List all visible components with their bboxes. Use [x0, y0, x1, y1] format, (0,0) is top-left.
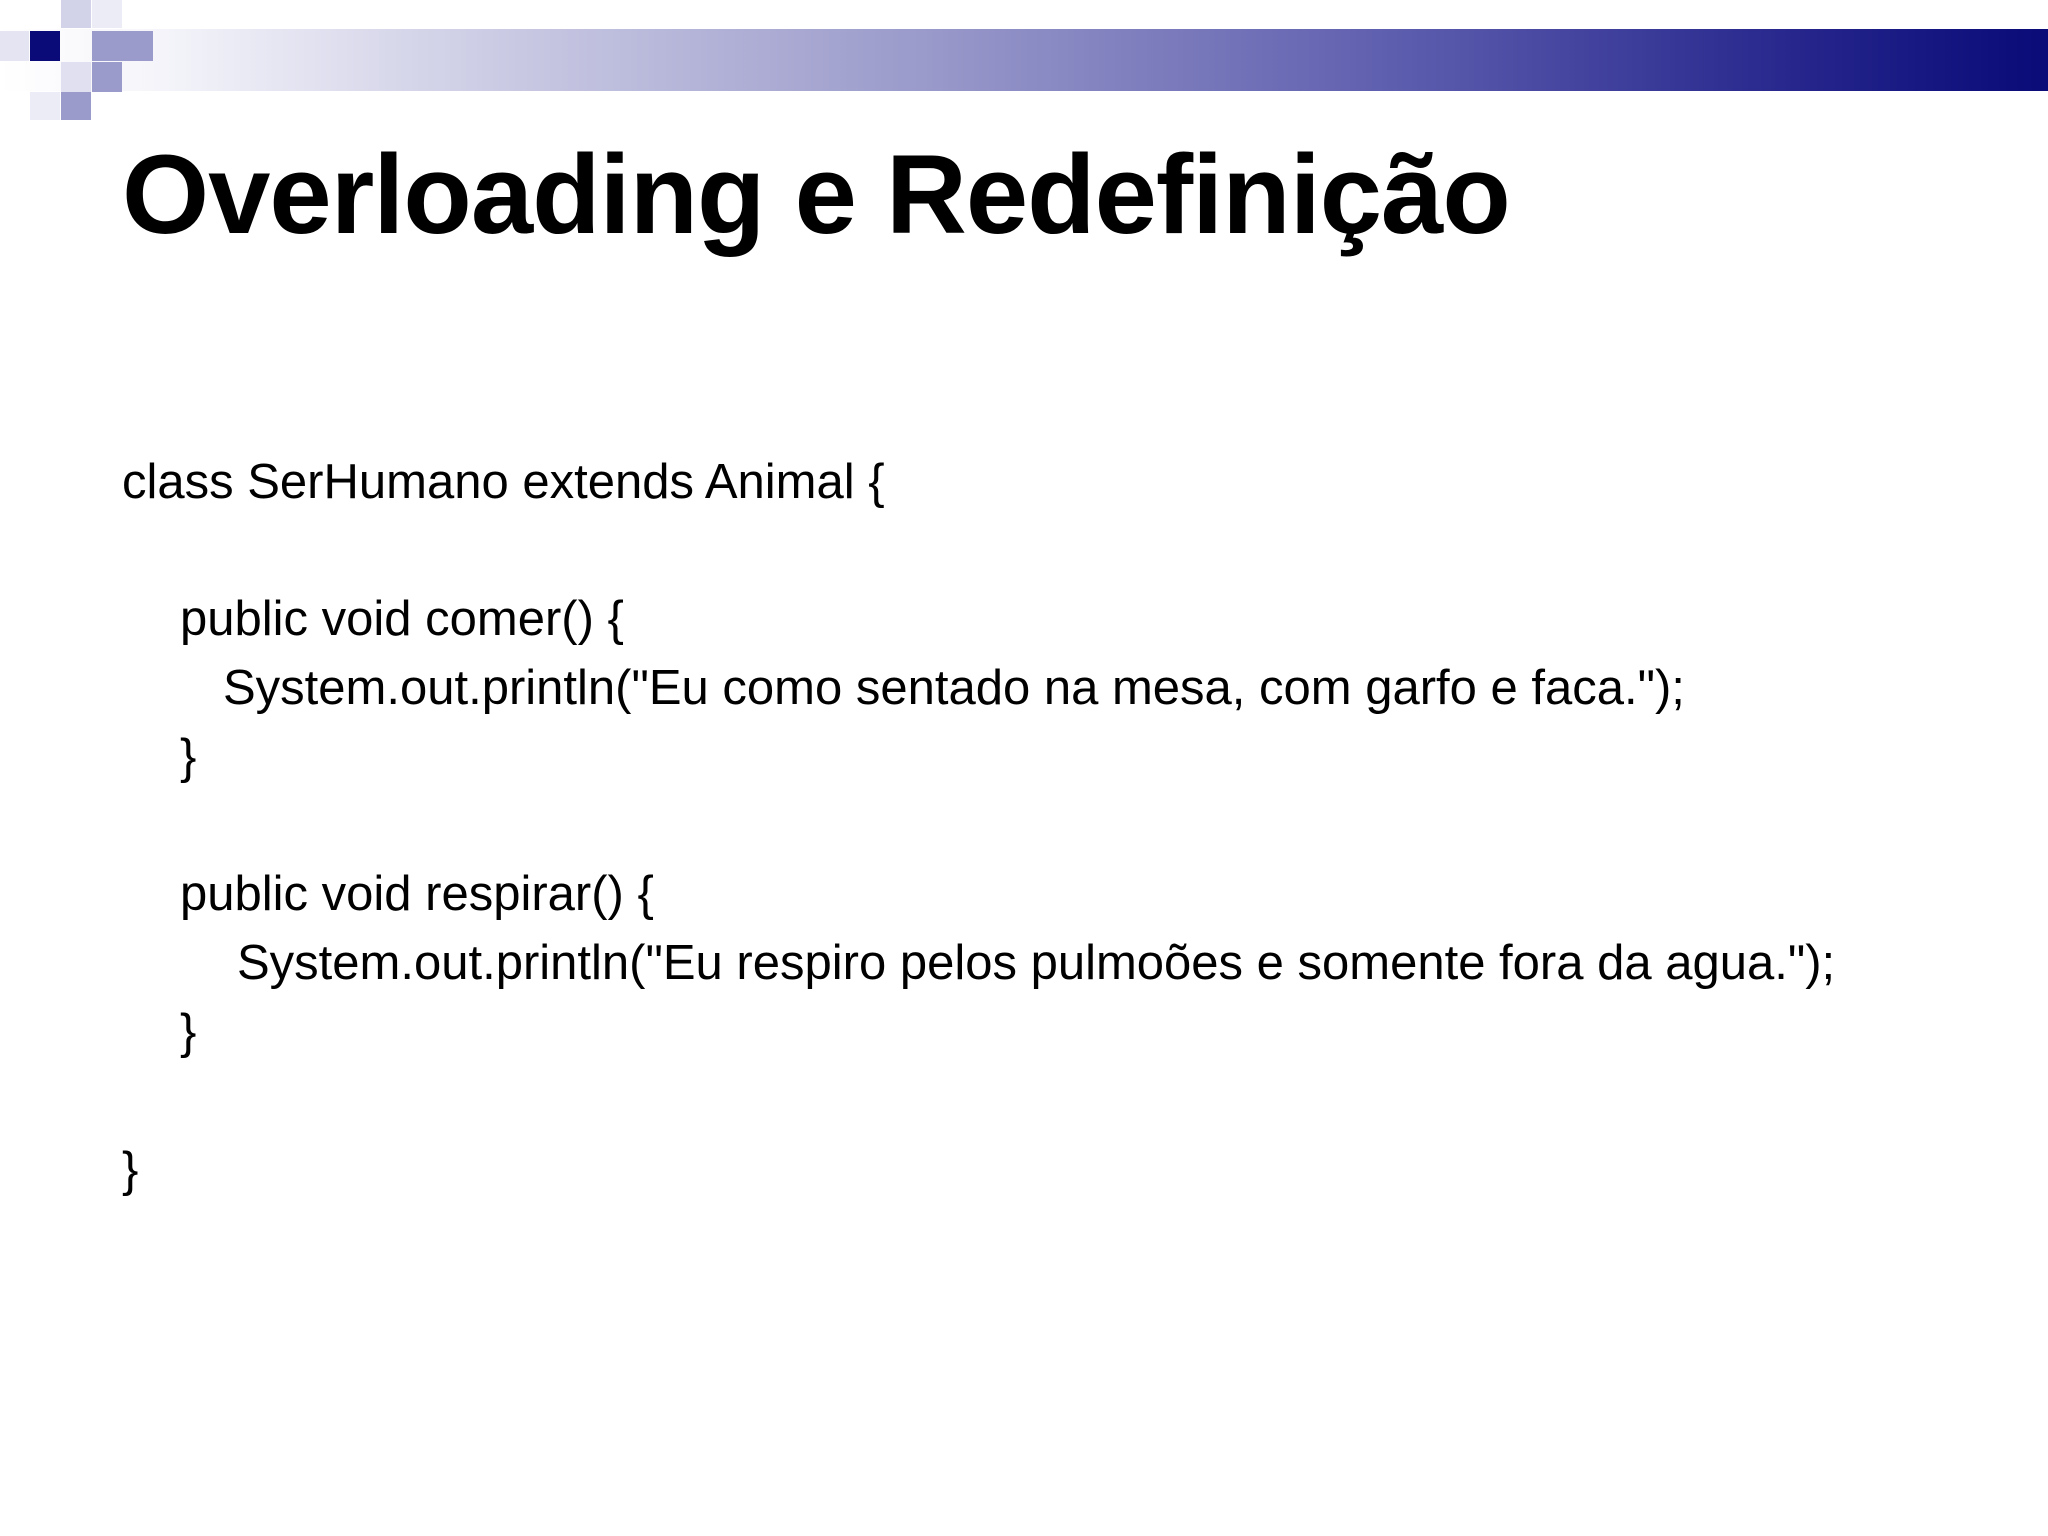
- decor-square: [61, 62, 91, 92]
- code-line-class-declaration: class SerHumano extends Animal {: [122, 455, 885, 509]
- decor-square: [61, 0, 91, 28]
- code-line-close-class: }: [122, 1143, 139, 1197]
- code-line-println-comer: System.out.println("Eu como sentado na mesa, com garfo e faca.");: [223, 661, 1685, 715]
- code-line-close-comer: }: [180, 730, 197, 784]
- decor-square-dark: [30, 31, 60, 61]
- header-gradient-bar: [0, 29, 2048, 91]
- code-line-close-respirar: }: [180, 1005, 197, 1059]
- decor-square: [92, 62, 122, 92]
- code-line-method-respirar: public void respirar() {: [180, 867, 654, 921]
- decor-square: [30, 92, 60, 120]
- decor-square: [61, 92, 91, 120]
- decor-square: [0, 31, 29, 61]
- decor-square: [92, 0, 122, 28]
- code-line-method-comer: public void comer() {: [180, 592, 624, 646]
- code-line-println-respirar: System.out.println("Eu respiro pelos pulmoões e somente fora da agua.");: [237, 936, 1836, 990]
- decor-square: [92, 31, 153, 61]
- slide-title: Overloading e Redefinição: [122, 132, 1510, 257]
